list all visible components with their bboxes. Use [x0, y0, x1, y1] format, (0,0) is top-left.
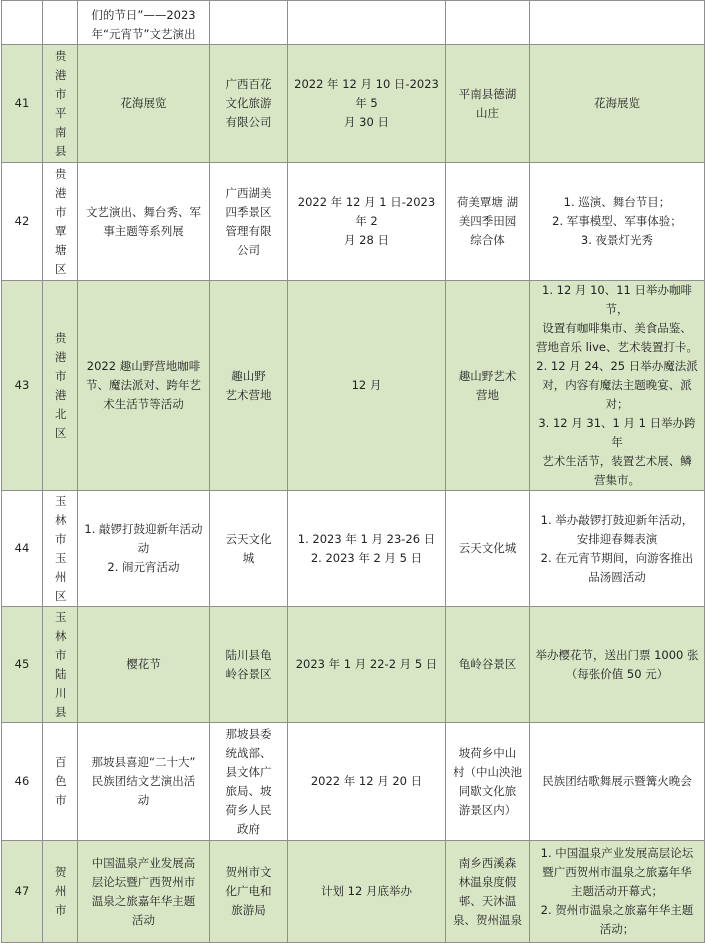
cell-time: [288, 723, 446, 841]
cell-region: 贵港市平南县: [43, 45, 78, 163]
text-line: 3. 夜景灯光秀: [580, 233, 654, 247]
cell-number: 46: [2, 723, 43, 841]
text-line: 四季景区: [225, 204, 272, 219]
text-line: 荷乡人民: [225, 802, 272, 817]
text-line: 1. 举办敲锣打鼓迎新年活动，: [540, 512, 694, 527]
text-line: 动: [137, 793, 150, 807]
cell-venue: [446, 491, 530, 607]
cell-time: [288, 841, 446, 943]
text-line: 统战部、: [225, 745, 272, 760]
text-line: 有限公司: [225, 115, 272, 129]
cell-content: [530, 491, 705, 607]
text-line: 营地: [476, 387, 499, 402]
table-row: [2, 163, 705, 281]
cell-organizer: [210, 1, 288, 45]
text-line: 南乡西溪森: [458, 855, 517, 870]
cell-organizer: [210, 45, 288, 163]
text-line: 民族团结歌舞展示暨篝火晚会: [542, 774, 692, 788]
text-line: 平南县德湖: [458, 86, 517, 101]
table-row: [2, 1, 705, 45]
text-line: 动: [137, 541, 150, 555]
cell-region: 贺州市: [43, 841, 78, 943]
cell-venue: [446, 1, 530, 45]
cell-number: 44: [2, 491, 43, 607]
text-line: 节、魔法派对、跨年艺: [86, 378, 201, 392]
text-line: 广西百花: [225, 77, 272, 91]
cell-region: 百色市: [43, 723, 78, 841]
text-line: 月 28 日: [344, 233, 389, 247]
text-line: 管理有限: [225, 223, 272, 238]
cell-time: [288, 163, 446, 281]
text-line: 化广电和: [225, 884, 272, 898]
text-line: 公司: [237, 242, 260, 257]
cell-time: [288, 491, 446, 607]
text-line: 2. 闹元宵活动: [107, 560, 180, 574]
cell-time: [288, 281, 446, 491]
text-line: 坡荷乡中山: [458, 745, 517, 760]
text-line: 暨广西贺州市温泉之旅嘉年华: [542, 865, 692, 879]
cell-content: [530, 45, 705, 163]
text-line: 2023 年 1 月 22-2 月 5 日: [295, 657, 438, 671]
activities-table: [1, 0, 705, 943]
text-line: 2022 年 12 月 10 日-2023 年 5: [294, 77, 439, 110]
text-line: 泉、贺州温泉: [453, 912, 522, 927]
text-line: 林温泉度假: [458, 874, 517, 889]
text-line: 2. 12 月 24、25 日举办魔法派: [536, 359, 698, 373]
cell-organizer: [210, 491, 288, 607]
cell-activity-name: [78, 45, 210, 163]
cell-region: 贵港市覃塘区: [43, 163, 78, 281]
cell-region: [43, 1, 78, 45]
cell-region: 贵港市港北区: [43, 281, 78, 491]
cell-venue: [446, 45, 530, 163]
cell-time: [288, 607, 446, 723]
cell-venue: [446, 607, 530, 723]
text-line: 政府: [237, 821, 260, 836]
text-line: 樱花节: [126, 657, 161, 671]
text-line: 对；: [605, 397, 629, 411]
text-line: 安排迎春舞表演: [576, 531, 658, 546]
text-line: 民族团结文艺演出活: [91, 774, 196, 788]
cell-activity-name: [78, 607, 210, 723]
cell-activity-name: [78, 281, 210, 491]
table-row: [2, 841, 705, 943]
text-line: 术生活节等活动: [103, 397, 184, 411]
text-line: 2. 2023 年 2 月 5 日: [310, 550, 423, 565]
cell-region: 玉林市陆川县: [43, 607, 78, 723]
text-line: 2. 在元宵节期间，向游客推出: [540, 550, 694, 565]
cell-content: [530, 1, 705, 45]
text-line: 营集市。: [594, 473, 640, 487]
cell-activity-name: [78, 163, 210, 281]
text-line: 温泉之旅嘉年华主题: [91, 893, 196, 908]
cell-time: [288, 1, 446, 45]
cell-venue: [446, 163, 530, 281]
text-line: 1. 敲锣打鼓迎新年活动: [84, 522, 203, 536]
text-line: 2022 年 12 月 1 日-2023 年 2: [297, 195, 436, 228]
text-line: 活动: [132, 912, 155, 927]
cell-number: 43: [2, 281, 43, 491]
text-line: 1. 巡演、舞台节目；: [563, 195, 671, 209]
text-line: 游景区内）: [458, 802, 517, 817]
text-line: 品汤圆活动: [588, 569, 646, 584]
cell-time: [288, 45, 446, 163]
text-line: 2. 贺州市温泉之旅嘉年华主题: [540, 903, 694, 917]
table-row: [2, 281, 705, 491]
text-line: 趣山野: [231, 368, 266, 383]
text-line: 2. 军事模型、军事体验；: [552, 214, 682, 228]
text-line: 那坡县委: [225, 726, 272, 741]
text-line: 活动；: [599, 922, 635, 936]
text-line: 趣山野艺术: [458, 368, 517, 383]
text-line: 综合体: [470, 233, 505, 247]
text-line: 月 30 日: [344, 115, 389, 129]
cell-content: [530, 841, 705, 943]
text-line: 邨、天沐温: [458, 893, 517, 908]
text-line: 云天文化: [225, 531, 272, 546]
cell-activity-name: [78, 1, 210, 45]
text-line: 营地音乐 live、艺术装置打卡。: [536, 340, 698, 354]
cell-number: 47: [2, 841, 43, 943]
text-line: 云天文化城: [458, 541, 517, 555]
cell-organizer: [210, 607, 288, 723]
text-line: 艺术营地: [225, 387, 272, 402]
text-line: 荷美覃塘 湖: [456, 195, 519, 209]
text-line: 计划 12 月底举办: [321, 884, 412, 898]
cell-activity-name: [78, 841, 210, 943]
text-line: 举办樱花节，送出门票 1000 张: [535, 647, 699, 662]
text-line: 层论坛暨广西贺州市: [91, 874, 196, 889]
cell-number: [2, 1, 43, 45]
cell-venue: [446, 841, 530, 943]
text-line: 2022 年 12 月 20 日: [310, 774, 423, 788]
cell-venue: [446, 281, 530, 491]
text-line: 那坡县喜迎“二十大”: [91, 755, 196, 769]
table-row: [2, 723, 705, 841]
cell-activity-name: [78, 723, 210, 841]
text-line: 美四季田园: [458, 214, 517, 228]
cell-venue: [446, 723, 530, 841]
text-line: 文艺演出、舞台秀、军: [86, 204, 201, 219]
text-line: 2022 趣山野营地咖啡: [86, 359, 201, 373]
cell-content: [530, 281, 705, 491]
text-line: 设置有咖啡集市、美食品鉴、: [542, 321, 692, 335]
cell-number: 42: [2, 163, 43, 281]
text-line: 贺州市文: [225, 865, 272, 879]
cell-content: [530, 163, 705, 281]
text-line: （每张价值 50 元）: [565, 666, 669, 681]
text-line: 1. 2023 年 1 月 23-26 日: [297, 531, 436, 546]
text-line: 文化旅游: [225, 96, 272, 110]
text-line: 12 月: [351, 378, 382, 392]
text-line: 广西湖美: [225, 185, 272, 200]
text-line: 陆川县龟: [225, 647, 272, 662]
cell-activity-name: [78, 491, 210, 607]
table-row: [2, 45, 705, 163]
cell-content: [530, 607, 705, 723]
cell-content: [530, 723, 705, 841]
table-row: [2, 607, 705, 723]
cell-organizer: [210, 281, 288, 491]
text-line: 3. 12 月 31、1 月 1 日举办跨年: [538, 416, 696, 449]
text-line: 年“元宵节”文艺演出: [91, 27, 196, 41]
text-line: 龟岭谷景区: [458, 657, 517, 671]
cell-organizer: [210, 841, 288, 943]
cell-organizer: [210, 163, 288, 281]
table-row: [2, 491, 705, 607]
text-line: 主题活动开幕式；: [571, 884, 663, 898]
text-line: 1. 12 月 10、11 日举办咖啡节，: [542, 283, 692, 316]
text-line: 花海展览: [120, 96, 167, 110]
text-line: 村（中山泱池: [453, 764, 522, 779]
text-line: 岭谷景区: [225, 666, 272, 681]
cell-number: 45: [2, 607, 43, 723]
text-line: 事主题等系列展: [103, 223, 184, 238]
text-line: 中国温泉产业发展高: [91, 855, 196, 870]
text-line: 艺术生活节，装置艺术展、鳞: [542, 454, 692, 468]
text-line: 同歇文化旅: [458, 783, 517, 798]
text-line: 对，内容有魔法主题晚宴、派: [542, 378, 692, 392]
cell-region: 玉林市玉州区: [43, 491, 78, 607]
text-line: 县文体广: [225, 764, 272, 779]
text-line: 城: [242, 550, 255, 565]
cell-number: 41: [2, 45, 43, 163]
text-line: 山庄: [476, 105, 499, 120]
text-line: 旅游局: [231, 903, 266, 917]
text-line: 1. 中国温泉产业发展高层论坛: [540, 846, 694, 860]
cell-organizer: [210, 723, 288, 841]
text-line: 们的节日”——2023: [91, 8, 196, 22]
text-line: 花海展览: [594, 96, 640, 110]
text-line: 旅局、坡: [225, 783, 272, 798]
